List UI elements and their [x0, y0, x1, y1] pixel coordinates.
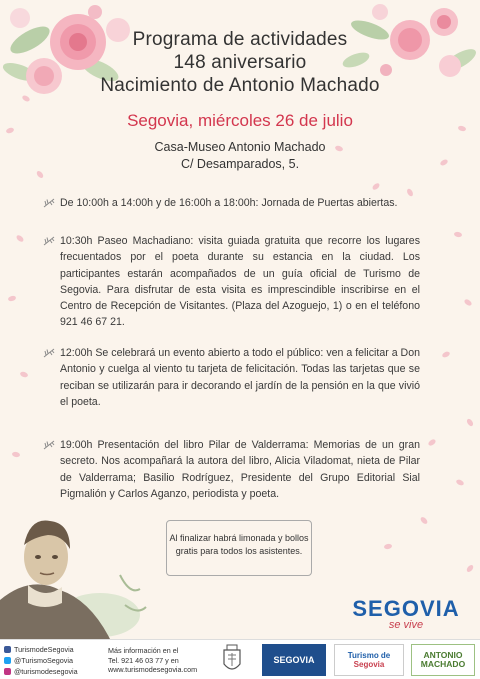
instagram-handle: @turismodesegovia [14, 667, 78, 676]
segovia-city-logo [262, 644, 326, 676]
social-facebook[interactable] [4, 644, 78, 655]
brand-tagline: se vive [388, 619, 424, 631]
logo-turismo-line-2: Segovia [353, 660, 385, 669]
info-line-1: Más información en el [108, 646, 179, 655]
sprig-icon [43, 236, 55, 246]
title-line-3: Nacimiento de Antonio Machado [100, 75, 380, 96]
note-line-2: gratis para todos los asistentes. [175, 546, 303, 556]
title-line-1: Programa de actividades [132, 29, 348, 50]
social-twitter[interactable] [4, 655, 78, 666]
brand-name: SEGOVIA [352, 596, 460, 621]
twitter-icon [4, 657, 11, 664]
logo-am-line-2: MACHADO [420, 659, 466, 669]
activity-text: De 10:00h a 14:00h y de 16:00h a 18:00h: Jornada de Puertas abiertas. [60, 197, 398, 209]
event-header [0, 28, 480, 173]
turismo-segovia-logo [334, 644, 404, 676]
facebook-handle: TurismodeSegovia [14, 645, 74, 654]
venue [0, 139, 480, 173]
social-links [4, 644, 78, 677]
activity-item [60, 195, 420, 211]
refreshments-note [166, 520, 312, 576]
instagram-icon [4, 668, 11, 675]
activity-text: 10:30h Paseo Machadiano: visita guiada gratuita que recorre los lugares frecuentados por el poeta durante su estancia en la ciudad. Los participantes estarán acompañados de un guía oficial de Turismo de Segovia. Para disfrutar de esta visita es imprescindible inscribirse en el Centro de Recepción de Visitantes. (Plaza del Azoguejo, 1) o en el teléfono 921 46 67 21. [60, 235, 420, 329]
more-info [108, 646, 197, 675]
twitter-handle: @TurismoSegovia [14, 656, 73, 665]
antonio-machado-portrait [0, 505, 150, 639]
activity-text: 12:00h Se celebrará un evento abierto a todo el público: ven a felicitar a Don Antonio y cuelga al viento tu tarjeta de felicitación. Todas las tarjetas que se reciban se utilizarán para ir decorando el jardín de la pensión en la que vivió el poeta. [60, 347, 420, 408]
event-date: Segovia, miércoles 26 de julio [127, 111, 353, 130]
city-crest-icon [221, 644, 243, 676]
sprig-icon [43, 198, 55, 208]
activity-text: 19:00h Presentación del libro Pilar de Valderrama: Memorias de un gran secreto. Nos acompañará la autora del libro, Alicia Viladomat, nieta de Pilar de Valderrama; Basilio Rodríguez, Presidente del Grupo Editorial Sial Pigmalión y Carlos Aganzo, periodista y poeta. [60, 439, 420, 500]
logo-am-line-1: ANTONIO [423, 650, 463, 660]
note-line-1: Al finalizar habrá limonada y bollos [169, 533, 309, 543]
title-line-2: 148 aniversario [173, 52, 307, 73]
venue-address: C/ Desamparados, 5. [180, 157, 300, 171]
info-line-2: Tel. 921 46 03 77 y en [108, 655, 179, 665]
social-instagram[interactable] [4, 666, 78, 677]
facebook-icon [4, 646, 11, 653]
footer [0, 639, 480, 679]
venue-name: Casa-Museo Antonio Machado [154, 140, 326, 154]
antonio-machado-logo [411, 644, 475, 676]
sprig-icon [43, 440, 55, 450]
activity-item [60, 345, 420, 410]
activity-item [60, 233, 420, 331]
logo-segovia-text: SEGOVIA [273, 655, 315, 665]
logo-turismo-line-1: Turismo de [347, 651, 391, 660]
sprig-icon [43, 348, 55, 358]
activity-item [60, 437, 420, 502]
info-website[interactable]: www.turismodesegovia.com [108, 665, 198, 674]
segovia-brand-logo [352, 596, 460, 631]
